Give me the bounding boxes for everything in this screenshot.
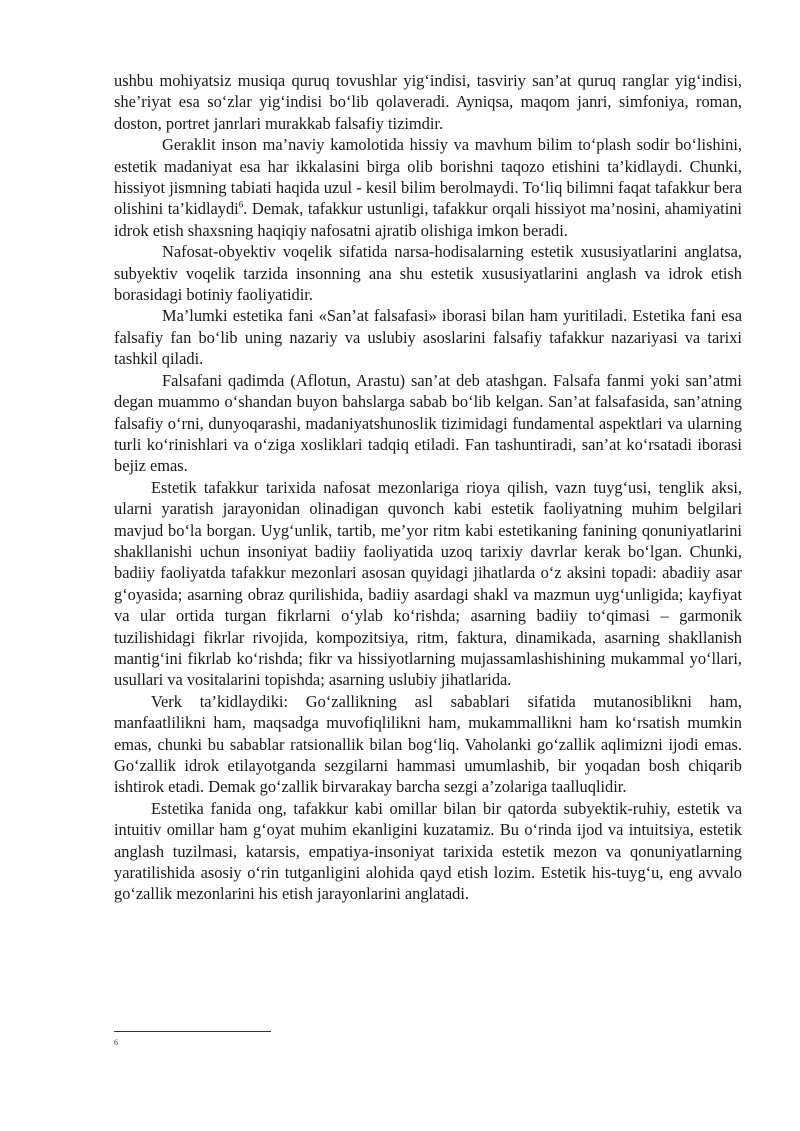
paragraph-5: Falsafani qadimda (Aflotun, Arastu) san’at deb atashgan. Falsafa fanmi yoki san’atmi degan muammo o‘shandan buyon bahslarga sabab bo‘lib kelgan. San’at falsafasida, san’atning falsafiy o‘rni, dunyoqarashi, madaniyatshunoslik tizimidagi fundamental aspektlari va ularning turli ko‘rinishlari va o‘ziga xosliklari tadqiq etiladi. Fan tashuntiradi, san’at ko‘rsatadi iborasi bejiz emas.: [114, 370, 742, 476]
paragraph-4: Ma’lumki estetika fani «San’at falsafasi» iborasi bilan ham yuritiladi. Estetika fani esa falsafiy fan bo‘lib uning nazariy va uslubiy asoslarini falsafiy tafakkur nazariyasi va tarixi tashkil qiladi.: [114, 306, 742, 369]
paragraph-7: Verk ta’kidlaydiki: Go‘zallikning asl sabablari sifatida mutanosiblikni ham, manfaatlilikni ham, maqsadga muvofiqlilikni ham, mukammallikni ham ko‘rsatish mumkin emas, chunki bu sabablar ratsionallik bilan bog‘liq. Vaholanki go‘zallik aqlimizni ijodi emas. Go‘zallik idrok etilayotganda sezgilarni hammasi umumlashib, bir yoqadan bosh chiqarib ishtirok etadi. Demak go‘zallik birvarakay barcha sezgi a’zolariga taalluqlidir.: [114, 691, 742, 797]
page-body: [114, 70, 742, 905]
paragraph-8: Estetika fanida ong, tafakkur kabi omillar bilan bir qatorda subyektik-ruhiy, estetik va intuitiv omillar ham g‘oyat muhim ekanligini kuzatamiz. Bu o‘rinda ijod va intuitsiya, estetik anglash tuzilmasi, katarsis, empatiya-insoniyat tarixida estetik mezon va qonuniyatlarning yaratilishida asosiy o‘rin tutganligini alohida qayd etish lozim. Estetik his-tuyg‘u, eng avvalo go‘zallik mezonlarini his etish jarayonlarini anglatadi.: [114, 798, 742, 904]
paragraph-2-text-before: Geraklit inson ma’naviy kamolotida hissiy va mavhum bilim to‘plash sodir bo‘lishini, estetik madaniyat esa har ikkalasini birga olib borishni taqozo etishini ta’kidlaydi. Chunki, hissiyot jismning tabiati haqida uzul - kesil bilim berolmaydi. To‘liq bilimni faqat tafakkur bera olishini ta’kidlaydi: [114, 135, 742, 219]
paragraph-6: Estetik tafakkur tarixida nafosat mezonlariga rioya qilish, vazn tuyg‘usi, tenglik aksi, ularni yaratish jarayonidan olinadigan quvonch kabi estetik faoliyatning muhim belgilari mavjud bo‘la borgan. Uyg‘unlik, tartib, me’yor ritm kabi estetikaning fanining qonuniyatlarini shakllanishi uchun insoniyat badiiy faoliyatida uzoq tarixiy davrlar kerak bo‘lgan. Chunki, badiiy faoliyatda tafakkur mezonlari asosan quyidagi jihatlarda o‘z aksini topadi: abadiiy asar g‘oyasida; asarning obraz qurilishida, badiiy asardagi shakl va mazmun uyg‘unligida; kayfiyat va ular ortida turgan fikrlarni o‘ylab ko‘rishda; asarning badiiy to‘qimasi – garmonik tuzilishidagi fikrlar rivojida, kompozitsiya, ritm, faktura, dinamikada, asarning shakllanish mantig‘ini fikrlab ko‘rishda; fikr va hissiyotlarning mujassamlashishining mukammal yo‘llari, usullari va vositalarini topishda; asarning uslubiy jihatlarida.: [114, 477, 742, 690]
paragraph-2-text-after: . Demak, tafakkur ustunligi, tafakkur orqali hissiyot ma’nosini, ahamiyatini idrok etish shaxsning haqiqiy nafosatni ajratib olishiga imkon beradi.: [114, 199, 742, 240]
paragraph-2: [114, 134, 742, 241]
footnote-number: 6: [114, 1038, 118, 1047]
paragraph-3: Nafosat-obyektiv voqelik sifatida narsa-hodisalarning estetik xususiyatlarini anglatsa, subyektiv voqelik tarzida insonning ana shu estetik xususiyatlarini anglash va idrok etish borasidagi botiniy faoliyatidir.: [114, 242, 742, 305]
footnote-separator: [114, 1031, 271, 1032]
footnote-reference[interactable]: 6: [238, 199, 244, 210]
paragraph-1: ushbu mohiyatsiz musiqa quruq tovushlar yig‘indisi, tasviriy san’at quruq ranglar yig‘indisi, she’riyat esa so‘zlar yig‘indisi bo‘lib qolaveradi. Ayniqsa, maqom janri, simfoniya, roman, doston, portret janrlari murakkab falsafiy tizimdir.: [114, 71, 742, 133]
